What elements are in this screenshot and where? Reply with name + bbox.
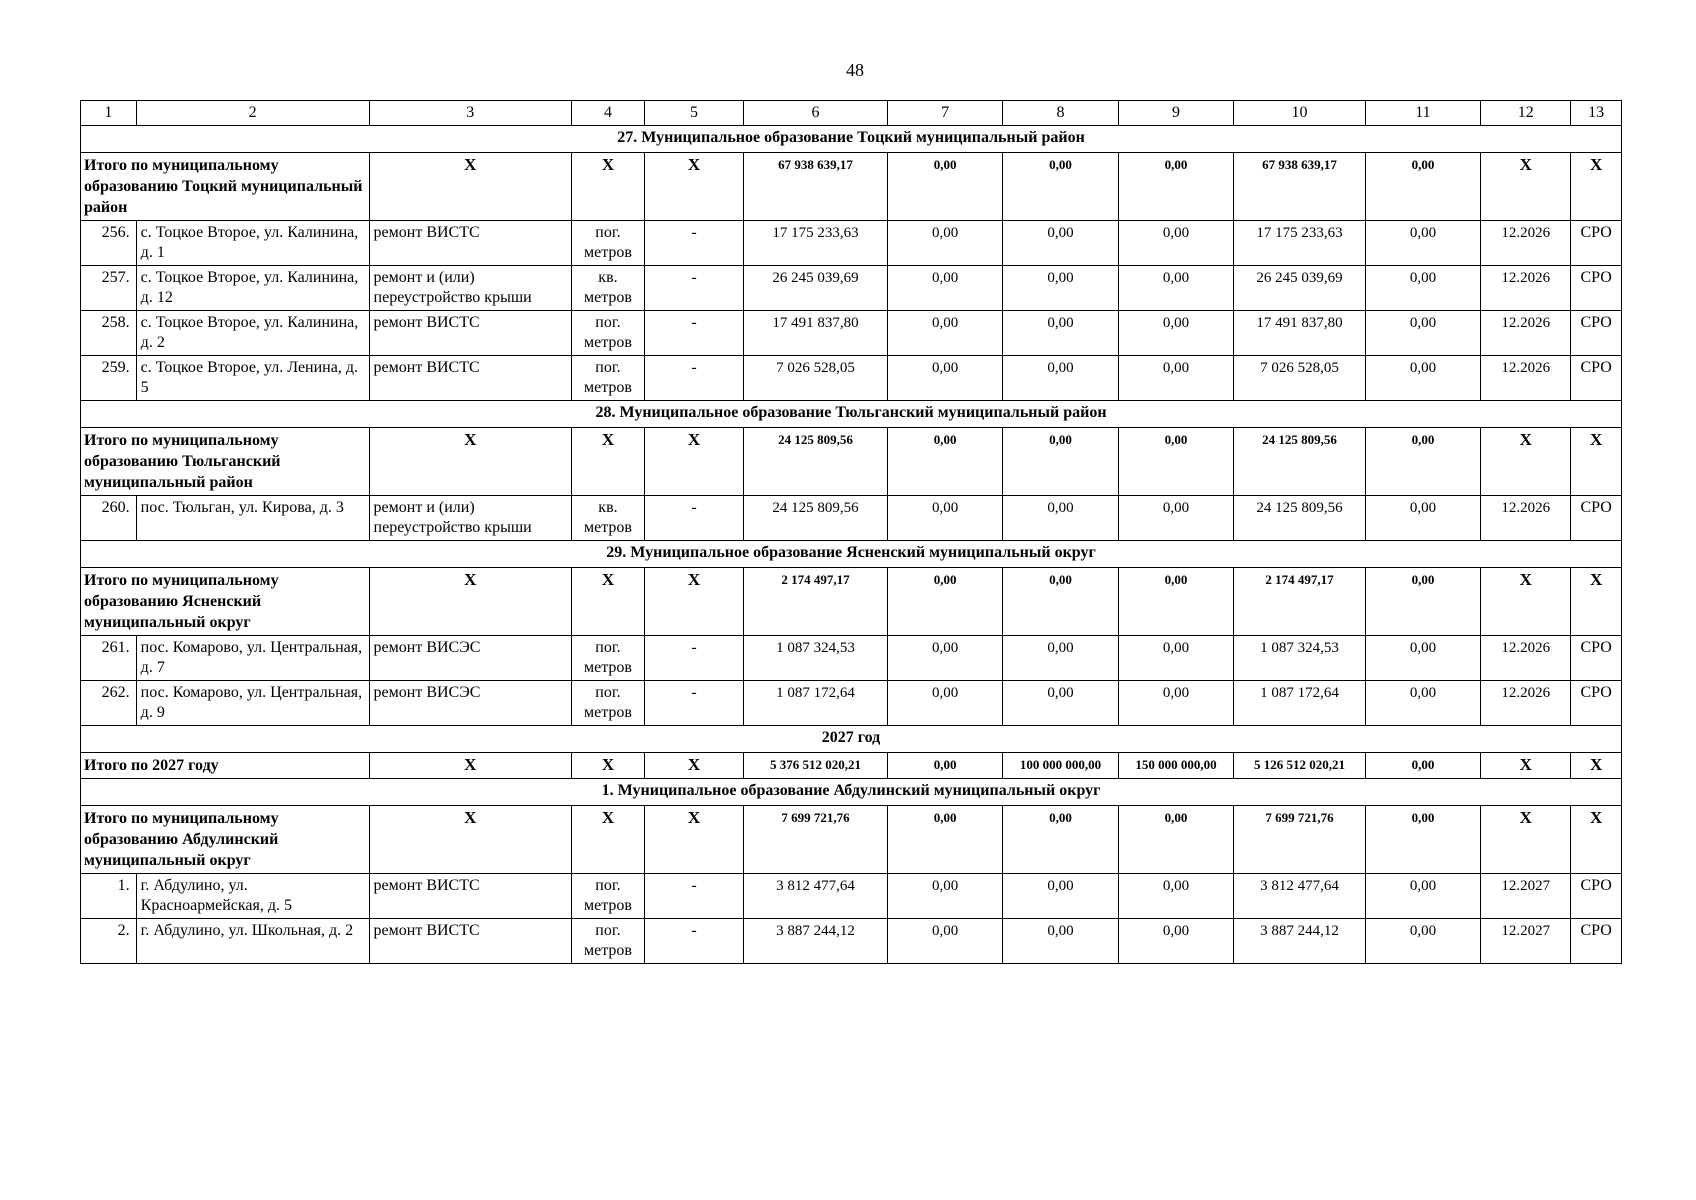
column-number: 11: [1365, 101, 1480, 126]
amount-cell: 0,00: [1003, 221, 1118, 266]
unit-cell: пог. метров: [572, 221, 645, 266]
amount-cell: 17 491 837,80: [744, 311, 888, 356]
amount-cell: 150 000 000,00: [1118, 753, 1233, 779]
deadline-cell: 12.2026: [1481, 636, 1571, 681]
column-number: 12: [1481, 101, 1571, 126]
amount-cell: 0,00: [887, 874, 1002, 919]
address-cell: с. Тоцкое Второе, ул. Калинина, д. 12: [136, 266, 369, 311]
unit-cell: Х: [572, 568, 645, 636]
method-cell: Х: [1571, 806, 1622, 874]
amount-cell: 0,00: [1365, 919, 1480, 964]
row-number: 260.: [81, 496, 137, 541]
amount-cell: 1 087 324,53: [1234, 636, 1366, 681]
amount-cell: 3 887 244,12: [1234, 919, 1366, 964]
section-title: 29. Муниципальное образование Ясненский муниципальный округ: [81, 541, 1622, 568]
section-header-row: [81, 541, 1622, 568]
amount-cell: 7 699 721,76: [744, 806, 888, 874]
amount-cell: 0,00: [887, 568, 1002, 636]
amount-cell: 5 126 512 020,21: [1234, 753, 1366, 779]
amount-cell: 0,00: [1118, 806, 1233, 874]
subtotal-row: [81, 153, 1622, 221]
amount-cell: 0,00: [1118, 919, 1233, 964]
column-number: 10: [1234, 101, 1366, 126]
deadline-cell: 12.2026: [1481, 496, 1571, 541]
amount-cell: 17 491 837,80: [1234, 311, 1366, 356]
amount-cell: 0,00: [1118, 266, 1233, 311]
table-row: [81, 311, 1622, 356]
subtotal-label: Итого по муниципальному образованию Тоцкий муниципальный район: [81, 153, 370, 221]
volume-cell: -: [644, 356, 743, 401]
amount-cell: 7 026 528,05: [1234, 356, 1366, 401]
amount-cell: 26 245 039,69: [1234, 266, 1366, 311]
method-cell: Х: [1571, 753, 1622, 779]
section-title: 28. Муниципальное образование Тюльганский муниципальный район: [81, 401, 1622, 428]
subtotal-label: Итого по муниципальному образованию Тюльганский муниципальный район: [81, 428, 370, 496]
amount-cell: 0,00: [1003, 806, 1118, 874]
subtotal-row: [81, 568, 1622, 636]
work-type-cell: Х: [369, 753, 571, 779]
subtotal-row: [81, 806, 1622, 874]
volume-cell: -: [644, 636, 743, 681]
method-cell: СРО: [1571, 311, 1622, 356]
volume-cell: -: [644, 311, 743, 356]
column-number: 8: [1003, 101, 1118, 126]
amount-cell: 3 812 477,64: [744, 874, 888, 919]
amount-cell: 0,00: [1003, 266, 1118, 311]
amount-cell: 0,00: [1003, 636, 1118, 681]
address-cell: с. Тоцкое Второе, ул. Калинина, д. 2: [136, 311, 369, 356]
amount-cell: 24 125 809,56: [744, 496, 888, 541]
amount-cell: 5 376 512 020,21: [744, 753, 888, 779]
amount-cell: 0,00: [1118, 428, 1233, 496]
column-number: 9: [1118, 101, 1233, 126]
method-cell: СРО: [1571, 496, 1622, 541]
section-title: 27. Муниципальное образование Тоцкий муниципальный район: [81, 126, 1622, 153]
amount-cell: 0,00: [1365, 428, 1480, 496]
amount-cell: 0,00: [1365, 753, 1480, 779]
amount-cell: 0,00: [1365, 496, 1480, 541]
table-row: [81, 681, 1622, 726]
work-type-cell: Х: [369, 153, 571, 221]
method-cell: Х: [1571, 568, 1622, 636]
method-cell: СРО: [1571, 266, 1622, 311]
work-type-cell: ремонт ВИСТС: [369, 874, 571, 919]
section-title: 1. Муниципальное образование Абдулинский муниципальный округ: [81, 779, 1622, 806]
amount-cell: 1 087 172,64: [1234, 681, 1366, 726]
amount-cell: 67 938 639,17: [744, 153, 888, 221]
work-type-cell: ремонт ВИСТС: [369, 919, 571, 964]
amount-cell: 0,00: [887, 496, 1002, 541]
method-cell: СРО: [1571, 636, 1622, 681]
volume-cell: -: [644, 221, 743, 266]
deadline-cell: Х: [1481, 568, 1571, 636]
deadline-cell: Х: [1481, 153, 1571, 221]
amount-cell: 0,00: [1365, 568, 1480, 636]
method-cell: СРО: [1571, 874, 1622, 919]
amount-cell: 0,00: [1118, 153, 1233, 221]
amount-cell: 0,00: [887, 428, 1002, 496]
work-type-cell: ремонт ВИСЭС: [369, 636, 571, 681]
amount-cell: 0,00: [1118, 568, 1233, 636]
subtotal-label: Итого по муниципальному образованию Абдулинский муниципальный округ: [81, 806, 370, 874]
row-number: 1.: [81, 874, 137, 919]
amount-cell: 0,00: [1118, 311, 1233, 356]
table-row: [81, 356, 1622, 401]
work-type-cell: Х: [369, 568, 571, 636]
row-number: 2.: [81, 919, 137, 964]
deadline-cell: Х: [1481, 428, 1571, 496]
amount-cell: 0,00: [1118, 636, 1233, 681]
column-number-row: [81, 101, 1622, 126]
amount-cell: 0,00: [887, 636, 1002, 681]
row-number: 257.: [81, 266, 137, 311]
amount-cell: 7 026 528,05: [744, 356, 888, 401]
amount-cell: 2 174 497,17: [744, 568, 888, 636]
amount-cell: 0,00: [887, 919, 1002, 964]
table-row: [81, 919, 1622, 964]
row-number: 259.: [81, 356, 137, 401]
section-header-row: [81, 126, 1622, 153]
column-number: 6: [744, 101, 888, 126]
table-row: [81, 496, 1622, 541]
amount-cell: 0,00: [1003, 356, 1118, 401]
capital-repair-table: [80, 100, 1622, 964]
address-cell: пос. Комарово, ул. Центральная, д. 7: [136, 636, 369, 681]
unit-cell: пог. метров: [572, 636, 645, 681]
amount-cell: 0,00: [887, 753, 1002, 779]
unit-cell: Х: [572, 428, 645, 496]
amount-cell: 0,00: [1118, 356, 1233, 401]
amount-cell: 3 887 244,12: [744, 919, 888, 964]
deadline-cell: 12.2026: [1481, 311, 1571, 356]
amount-cell: 0,00: [1003, 428, 1118, 496]
deadline-cell: 12.2026: [1481, 356, 1571, 401]
amount-cell: 0,00: [887, 266, 1002, 311]
row-number: 261.: [81, 636, 137, 681]
unit-cell: Х: [572, 153, 645, 221]
amount-cell: 3 812 477,64: [1234, 874, 1366, 919]
amount-cell: 0,00: [887, 153, 1002, 221]
work-type-cell: ремонт ВИСТС: [369, 221, 571, 266]
amount-cell: 0,00: [887, 356, 1002, 401]
amount-cell: 0,00: [1118, 874, 1233, 919]
deadline-cell: 12.2026: [1481, 266, 1571, 311]
unit-cell: кв. метров: [572, 496, 645, 541]
section-header-row: [81, 779, 1622, 806]
unit-cell: Х: [572, 753, 645, 779]
column-number: 4: [572, 101, 645, 126]
subtotal-row: [81, 753, 1622, 779]
deadline-cell: Х: [1481, 753, 1571, 779]
volume-cell: -: [644, 496, 743, 541]
address-cell: с. Тоцкое Второе, ул. Калинина, д. 1: [136, 221, 369, 266]
work-type-cell: Х: [369, 428, 571, 496]
row-number: 256.: [81, 221, 137, 266]
amount-cell: 0,00: [1365, 266, 1480, 311]
address-cell: пос. Комарово, ул. Центральная, д. 9: [136, 681, 369, 726]
amount-cell: 1 087 324,53: [744, 636, 888, 681]
volume-cell: -: [644, 874, 743, 919]
unit-cell: пог. метров: [572, 681, 645, 726]
amount-cell: 0,00: [1003, 681, 1118, 726]
work-type-cell: ремонт ВИСТС: [369, 311, 571, 356]
volume-cell: Х: [644, 568, 743, 636]
column-number: 3: [369, 101, 571, 126]
subtotal-row: [81, 428, 1622, 496]
volume-cell: Х: [644, 428, 743, 496]
amount-cell: 0,00: [887, 681, 1002, 726]
amount-cell: 2 174 497,17: [1234, 568, 1366, 636]
table-row: [81, 636, 1622, 681]
volume-cell: -: [644, 919, 743, 964]
method-cell: Х: [1571, 153, 1622, 221]
amount-cell: 0,00: [887, 806, 1002, 874]
table-row: [81, 266, 1622, 311]
row-number: 262.: [81, 681, 137, 726]
address-cell: г. Абдулино, ул. Школьная, д. 2: [136, 919, 369, 964]
amount-cell: 0,00: [1003, 153, 1118, 221]
method-cell: СРО: [1571, 356, 1622, 401]
amount-cell: 1 087 172,64: [744, 681, 888, 726]
column-number: 13: [1571, 101, 1622, 126]
column-number: 7: [887, 101, 1002, 126]
section-title: 2027 год: [81, 726, 1622, 753]
work-type-cell: ремонт ВИСТС: [369, 356, 571, 401]
amount-cell: 0,00: [1003, 568, 1118, 636]
deadline-cell: 12.2026: [1481, 221, 1571, 266]
work-type-cell: ремонт и (или) переустройство крыши: [369, 496, 571, 541]
work-type-cell: ремонт и (или) переустройство крыши: [369, 266, 571, 311]
amount-cell: 0,00: [1118, 496, 1233, 541]
table-row: [81, 874, 1622, 919]
section-header-row: [81, 726, 1622, 753]
amount-cell: 0,00: [1118, 681, 1233, 726]
volume-cell: Х: [644, 753, 743, 779]
amount-cell: 0,00: [1365, 806, 1480, 874]
amount-cell: 0,00: [887, 311, 1002, 356]
address-cell: с. Тоцкое Второе, ул. Ленина, д. 5: [136, 356, 369, 401]
amount-cell: 0,00: [887, 221, 1002, 266]
work-type-cell: Х: [369, 806, 571, 874]
amount-cell: 0,00: [1003, 496, 1118, 541]
deadline-cell: 12.2026: [1481, 681, 1571, 726]
amount-cell: 0,00: [1118, 221, 1233, 266]
section-header-row: [81, 401, 1622, 428]
unit-cell: Х: [572, 806, 645, 874]
method-cell: СРО: [1571, 919, 1622, 964]
amount-cell: 100 000 000,00: [1003, 753, 1118, 779]
method-cell: СРО: [1571, 681, 1622, 726]
amount-cell: 0,00: [1003, 919, 1118, 964]
table-row: [81, 221, 1622, 266]
work-type-cell: ремонт ВИСЭС: [369, 681, 571, 726]
subtotal-label: Итого по 2027 году: [81, 753, 370, 779]
amount-cell: 24 125 809,56: [1234, 428, 1366, 496]
amount-cell: 0,00: [1365, 311, 1480, 356]
volume-cell: Х: [644, 806, 743, 874]
amount-cell: 7 699 721,76: [1234, 806, 1366, 874]
volume-cell: Х: [644, 153, 743, 221]
deadline-cell: 12.2027: [1481, 919, 1571, 964]
method-cell: Х: [1571, 428, 1622, 496]
amount-cell: 0,00: [1365, 153, 1480, 221]
amount-cell: 0,00: [1365, 221, 1480, 266]
unit-cell: пог. метров: [572, 356, 645, 401]
column-number: 2: [136, 101, 369, 126]
page-number: 48: [846, 60, 864, 80]
row-number: 258.: [81, 311, 137, 356]
amount-cell: 17 175 233,63: [1234, 221, 1366, 266]
method-cell: СРО: [1571, 221, 1622, 266]
amount-cell: 0,00: [1365, 636, 1480, 681]
amount-cell: 26 245 039,69: [744, 266, 888, 311]
unit-cell: пог. метров: [572, 311, 645, 356]
subtotal-label: Итого по муниципальному образованию Ясненский муниципальный округ: [81, 568, 370, 636]
deadline-cell: Х: [1481, 806, 1571, 874]
amount-cell: 0,00: [1365, 681, 1480, 726]
amount-cell: 0,00: [1003, 874, 1118, 919]
address-cell: г. Абдулино, ул. Красноармейская, д. 5: [136, 874, 369, 919]
amount-cell: 0,00: [1365, 356, 1480, 401]
deadline-cell: 12.2027: [1481, 874, 1571, 919]
amount-cell: 24 125 809,56: [744, 428, 888, 496]
column-number: 1: [81, 101, 137, 126]
amount-cell: 17 175 233,63: [744, 221, 888, 266]
unit-cell: пог. метров: [572, 874, 645, 919]
amount-cell: 24 125 809,56: [1234, 496, 1366, 541]
amount-cell: 0,00: [1003, 311, 1118, 356]
unit-cell: пог. метров: [572, 919, 645, 964]
address-cell: пос. Тюльган, ул. Кирова, д. 3: [136, 496, 369, 541]
volume-cell: -: [644, 681, 743, 726]
amount-cell: 0,00: [1365, 874, 1480, 919]
unit-cell: кв. метров: [572, 266, 645, 311]
volume-cell: -: [644, 266, 743, 311]
amount-cell: 67 938 639,17: [1234, 153, 1366, 221]
column-number: 5: [644, 101, 743, 126]
